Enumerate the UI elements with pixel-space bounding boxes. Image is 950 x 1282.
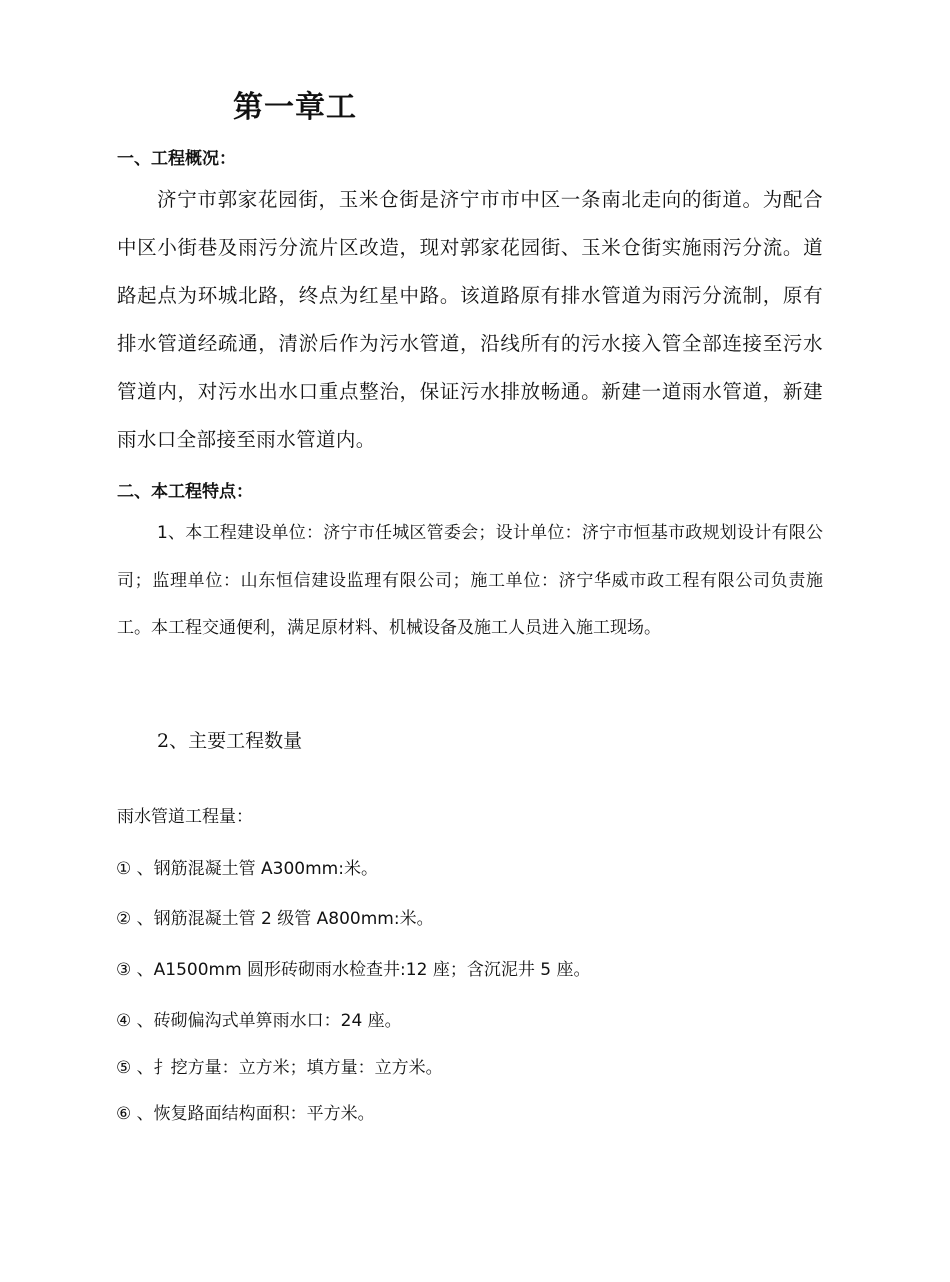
- list-item: ⑤ 、扌挖方量：立方米；填方量：立方米。: [116, 1058, 443, 1078]
- list-item: ③ 、A1500mm 圆形砖砌雨水检查井:12 座；含沉泥井 5 座。: [116, 960, 591, 980]
- quantities-subheading: 2、主要工程数量: [157, 730, 303, 752]
- features-paragraph: 1、本工程建设单位：济宁市任城区管委会；设计单位：济宁市恒基市政规划设计有限公司；监理单位：山东恒信建设监理有限公司；施工单位：济宁华威市政工程有限公司负责施工。本工程交通便利，满足原材料、机械设备及施工人员进入施工现场。: [117, 523, 823, 638]
- list-item: ② 、钢筋混凝土管 2 级管 A800mm:米。: [116, 909, 434, 929]
- section-heading-features: 二、本工程特点：: [117, 482, 253, 502]
- rainwater-pipe-label: 雨水管道工程量：: [117, 807, 253, 827]
- list-item: ⑥ 、恢复路面结构面积：平方米。: [116, 1104, 375, 1124]
- list-item: ① 、钢筋混凝土管 A300mm:米。: [116, 859, 378, 879]
- list-item: ④ 、砖砌偏沟式单箅雨水口：24 座。: [116, 1011, 402, 1031]
- chapter-title: 第一章工: [233, 90, 357, 125]
- section-heading-overview: 一、工程概况：: [117, 149, 236, 169]
- overview-paragraph: 济宁市郭家花园街，玉米仓街是济宁市市中区一条南北走向的街道。为配合中区小街巷及雨污分流片区改造，现对郭家花园街、玉米仓街实施雨污分流。道路起点为环城北路，终点为红星中路。该道路原有排水管道为雨污分流制，原有排水管道经疏通，清淤后作为污水管道，沿线所有的污水接入管全部连接至污水管道内，对污水出水口重点整治，保证污水排放畅通。新建一道雨水管道，新建雨水口全部接至雨水管道内。: [117, 188, 823, 451]
